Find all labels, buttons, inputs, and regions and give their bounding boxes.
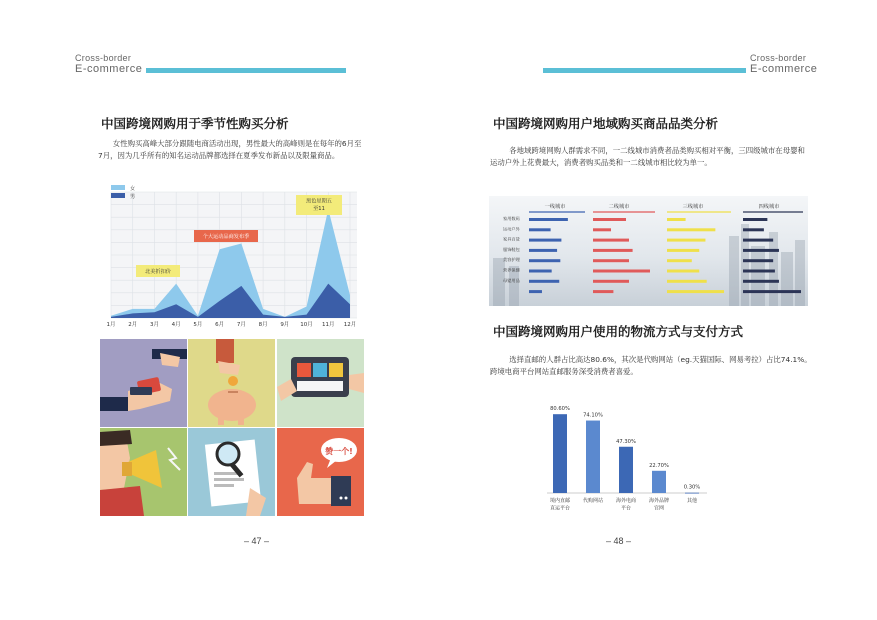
payment-card-illustration	[100, 339, 187, 427]
right-paragraph-2: 选择直邮的人群占比高达80.6%，其次是代购网站（eg.天猫国际、网易考拉）占比74.1%。跨境电商平台网站直邮服务深受消费者喜爱。	[490, 355, 812, 377]
category-bar	[743, 239, 773, 242]
row-label: 运动户外	[503, 226, 520, 232]
logistics-bar	[553, 414, 567, 493]
row-label: 服饰鞋包	[503, 246, 520, 252]
header-bar-right	[543, 68, 746, 73]
magnifier-icon	[188, 428, 275, 516]
category-bar	[593, 290, 613, 293]
tablet-illustration	[277, 339, 364, 427]
category-bar	[529, 270, 552, 273]
annotation-label: 个大运动品商发布季	[202, 234, 250, 240]
category-bar	[667, 290, 724, 293]
column-header: 三线城市	[682, 204, 704, 210]
right-paragraph-1: 各地域跨境网购人群需求不同，一二线城市消费者品类购买相对平衡，三四级城市在母婴和运动户外上花费最大，消费者购买品类和一二线城市相比较为单一。	[490, 146, 805, 168]
logistics-bar	[652, 471, 666, 493]
category-bar	[529, 259, 560, 262]
thumbs-up-illustration	[277, 428, 364, 516]
legend-label: 男	[130, 194, 136, 200]
category-bar	[743, 290, 801, 293]
region-category-chart	[489, 196, 808, 306]
card-hand-icon	[100, 339, 187, 427]
data-label: 22.70%	[649, 462, 669, 469]
left-paragraph: 女性购买高峰大部分跟随电商活动出现，男性最大的高峰则是在每年的6月至7月，因为几乎所有的知名运动品牌都选择在夏季发布新品以及限量商品。	[98, 139, 362, 161]
logistics-chart	[540, 385, 720, 525]
x-tick-label: 6月	[215, 322, 225, 328]
brand-right	[750, 54, 817, 75]
column-header: 一线城市	[544, 204, 566, 210]
header-bar-left	[146, 68, 346, 73]
x-tick-label: 直运平台	[549, 505, 571, 512]
category-bar	[529, 249, 557, 252]
category-bar	[667, 259, 692, 262]
svg-text:赞一个!: 赞一个!	[325, 447, 353, 456]
brand-line1: Cross-border	[750, 53, 807, 63]
magnifier-illustration	[188, 428, 275, 516]
x-tick-label: 境内直邮	[549, 498, 571, 504]
x-tick-label: 5月	[193, 322, 203, 328]
category-bar	[529, 218, 568, 221]
x-tick-label: 10月	[300, 322, 313, 328]
category-bar	[743, 280, 779, 283]
data-label: 74.10%	[583, 412, 603, 419]
row-label: 家具百货	[503, 236, 520, 242]
logistics-bar	[586, 421, 600, 493]
category-bar	[667, 270, 699, 273]
left-section-title: 中国跨境网购用于季节性购买分析	[101, 116, 289, 131]
annotation-label: 黑色星期五	[306, 198, 332, 205]
data-label: 80.60%	[550, 406, 570, 413]
right-page-number: – 48 –	[606, 536, 632, 546]
row-label: 家用数码	[503, 216, 520, 221]
row-label: 母婴用品	[503, 277, 520, 283]
category-bar	[529, 290, 542, 293]
x-tick-label: 平台	[620, 505, 632, 512]
thumbs-up-icon	[277, 428, 364, 516]
x-tick-label: 1月	[106, 322, 116, 328]
category-bar	[593, 249, 633, 252]
category-bar	[529, 228, 551, 231]
x-tick-label: 12月	[343, 322, 357, 328]
column-header: 四线城市	[758, 204, 780, 210]
category-bar	[593, 228, 611, 231]
right-section-title-1: 中国跨境网购用户地域购买商品品类分析	[493, 116, 719, 131]
illustration-grid	[100, 339, 364, 516]
category-bar	[667, 280, 707, 283]
x-tick-label: 3月	[149, 322, 159, 328]
category-bar	[593, 270, 650, 273]
legend-swatch	[111, 185, 125, 190]
x-tick-label: 海外电商	[615, 498, 637, 504]
x-tick-label: 其他	[686, 498, 698, 504]
piggy-bank-illustration	[188, 339, 275, 427]
category-bar	[593, 239, 629, 242]
category-bar	[743, 249, 779, 252]
category-bar	[667, 218, 686, 221]
brand-line2: E-commerce	[750, 63, 818, 75]
brand-line1: Cross-border	[75, 53, 132, 63]
x-tick-label: 2月	[128, 322, 138, 328]
x-tick-label: 8月	[258, 322, 268, 328]
annotation-label: 至11	[313, 206, 325, 212]
category-bar	[667, 228, 715, 231]
right-section-title-2: 中国跨境网购用户使用的物流方式与支付方式	[493, 324, 744, 339]
brand-left	[75, 54, 142, 75]
tablet-icon	[277, 339, 364, 427]
x-tick-label: 代购网站	[582, 498, 604, 504]
piggy-bank-icon	[188, 339, 275, 427]
category-bar	[593, 280, 629, 283]
x-tick-label: 官网	[653, 505, 665, 512]
category-bar	[743, 270, 775, 273]
logistics-bar	[619, 447, 633, 493]
row-label: 美容护理	[503, 257, 520, 263]
category-bar	[743, 259, 773, 262]
x-tick-label: 7月	[236, 322, 246, 328]
x-tick-label: 11月	[322, 322, 335, 328]
x-tick-label: 9月	[280, 322, 290, 328]
category-bar	[743, 228, 764, 231]
legend-swatch	[111, 193, 125, 198]
data-label: 0.30%	[683, 484, 701, 491]
category-bar	[743, 218, 767, 221]
x-tick-label: 海外品牌	[648, 498, 670, 504]
brand-line2: E-commerce	[75, 63, 143, 75]
legend-label: 女	[130, 186, 136, 192]
category-bar	[529, 280, 559, 283]
annotation-label: 北美折扣价	[145, 269, 171, 275]
left-page-number: – 47 –	[244, 536, 270, 546]
category-bar	[667, 249, 699, 252]
row-label: 营养保健	[503, 267, 520, 273]
megaphone-icon	[100, 428, 187, 516]
logistics-bar	[685, 493, 699, 494]
category-bar	[593, 259, 629, 262]
category-bar	[593, 218, 626, 221]
seasonal-chart	[104, 181, 360, 331]
category-bar	[529, 239, 561, 242]
category-bar	[667, 239, 705, 242]
column-header: 二线城市	[608, 204, 630, 210]
data-label: 47.30%	[616, 438, 636, 445]
x-tick-label: 4月	[171, 322, 181, 328]
megaphone-illustration	[100, 428, 187, 516]
